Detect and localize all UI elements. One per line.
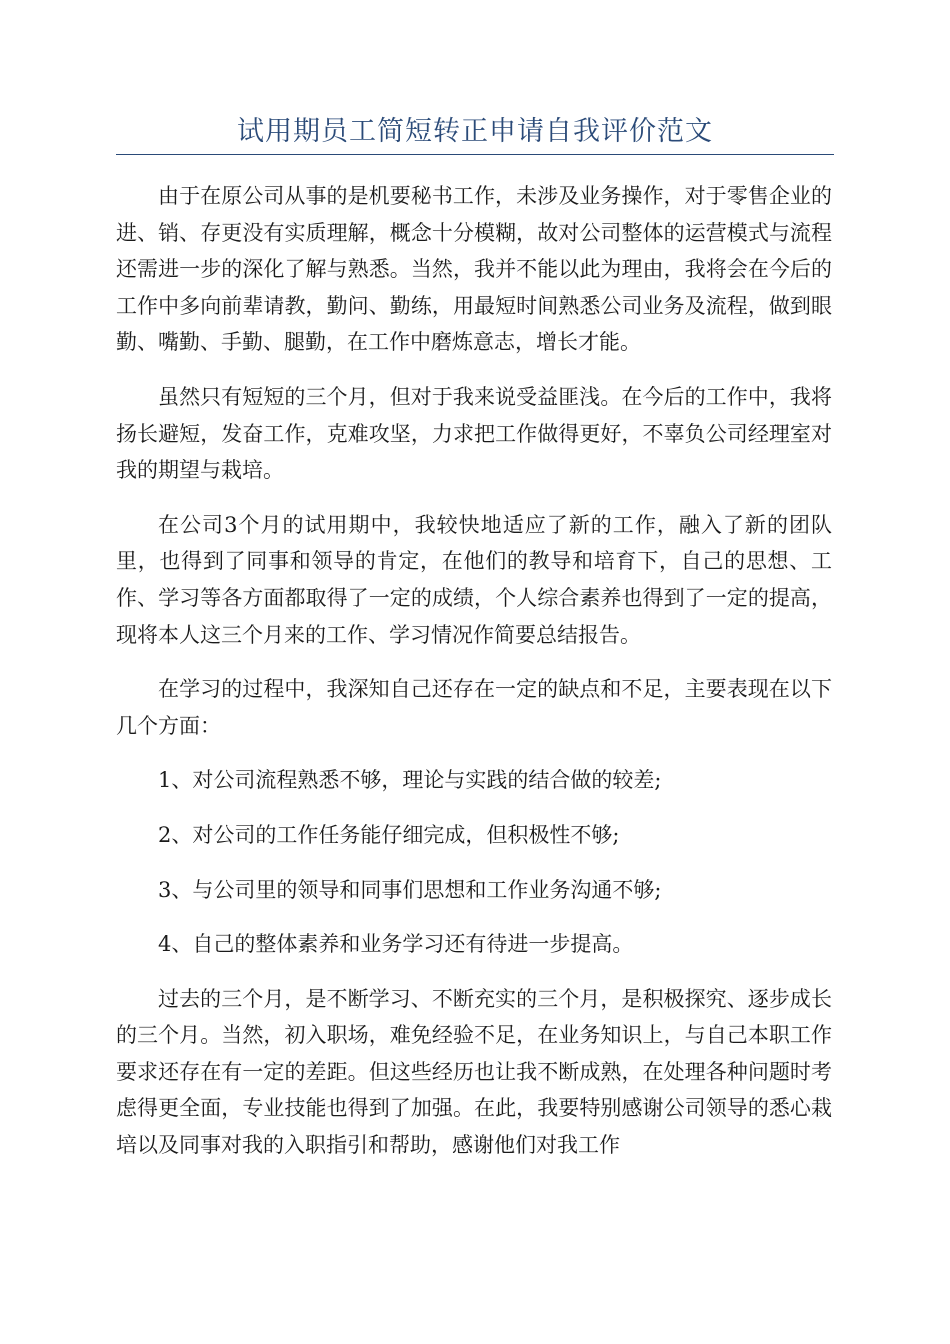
paragraph-2: 虽然只有短短的三个月，但对于我来说受益匪浅。在今后的工作中，我将扬长避短，发奋工作，克难攻坚，力求把工作做得更好，不辜负公司经理室对我的期望与栽培。 — [116, 384, 832, 483]
paragraph-3: 在公司3个月的试用期中，我较快地适应了新的工作，融入了新的团队里，也得到了同事和领导的肯定，在他们的教导和培育下，自己的思想、工作、学习等各方面都取得了一定的成绩，个人综合素养也得到了一定的提高，现将本人这三个月来的工作、学习情况作简要总结报告。 — [116, 512, 832, 647]
list-item-3: 3、与公司里的领导和同事们思想和工作业务沟通不够; — [158, 877, 662, 902]
document-body — [116, 178, 832, 1182]
paragraph-5: 过去的三个月，是不断学习、不断充实的三个月，是积极探究、逐步成长的三个月。当然，初入职场，难免经验不足，在业务知识上，与自己本职工作要求还存在有一定的差距。但这些经历也让我不断成熟，在处理各种问题时考虑得更全面，专业技能也得到了加强。在此，我要特别感谢公司领导的悉心栽培以及同事对我的入职指引和帮助，感谢他们对我工作 — [116, 986, 832, 1158]
list-item-4: 4、自己的整体素养和业务学习还有待进一步提高。 — [158, 932, 634, 957]
paragraph-4: 在学习的过程中，我深知自己还存在一定的缺点和不足，主要表现在以下几个方面： — [116, 677, 832, 738]
title-underline — [116, 154, 834, 155]
list-item-1: 1、对公司流程熟悉不够，理论与实践的结合做的较差; — [158, 768, 662, 793]
list-item-2: 2、对公司的工作任务能仔细完成，但积极性不够; — [158, 822, 620, 847]
paragraph-1: 由于在原公司从事的是机要秘书工作，未涉及业务操作，对于零售企业的进、销、存更没有实质理解，概念十分模糊，故对公司整体的运营模式与流程还需进一步的深化了解与熟悉。当然，我并不能以此为理由，我将会在今后的工作中多向前辈请教，勤问、勤练，用最短时间熟悉公司业务及流程，做到眼勤、嘴勤、手勤、腿勤，在工作中磨炼意志，增长才能。 — [116, 184, 832, 355]
document-title: 试用期员工简短转正申请自我评价范文 — [237, 116, 713, 147]
